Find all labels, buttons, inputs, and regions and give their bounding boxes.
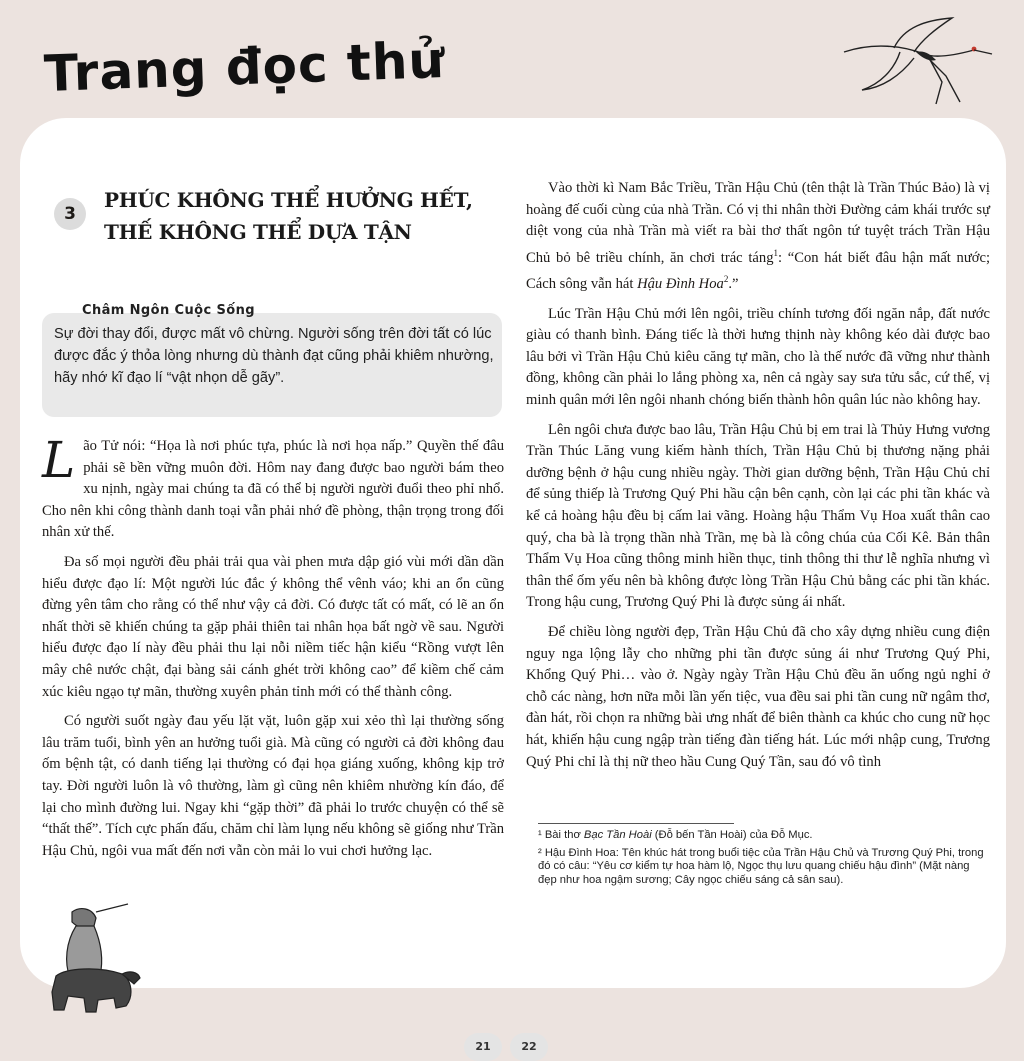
paragraph: Lão Tử nói: “Họa là nơi phúc tựa, phúc là nơi họa nấp.” Quyền thế đâu phải sẽ bền vững muôn đời. Hôm nay đang được bao người bám theo xu nịnh, ngày mai chúng ta đã có thể bị người người đuổi theo phỉ nhổ. Cho nên khi công thành danh toại vẫn phải nhớ đề phòng, thận trọng trong đối nhân xử thế. [42,431,504,541]
paragraph: Vào thời kì Nam Bắc Triều, Trần Hậu Chủ (tên thật là Trần Thúc Bảo) là vị hoàng đế cuối cùng của nhà Trần. Có vị thi nhân thời Đường cảm khái trước sự diệt vong của nhà Trần mà viết ra bài thơ thất ngôn tứ tuyệt trách Trần Hậu Chủ bỏ bê triều chính, ăn chơi trác táng$^1$: “Con hát biết đâu hận mất nước; Cách sông vẫn hát Hậu Đình Hoa$^2$.” [526,180,991,293]
chapter-title [104,184,484,248]
life-maxim-text: Sự đời thay đổi, được mất vô chừng. Người sống trên đời tất có lúc được đắc ý thỏa lòng nhưng dù thành đạt cũng phải khiêm nhường, hãy nhớ kĩ đạo lí “vật nhọn dễ gãy”. [54,326,494,386]
footnote-divider [538,823,734,824]
book-spread-card [20,118,1006,1053]
footnote-ref: 1 [773,247,778,258]
page-header-title: Trang đọc thử [43,31,446,103]
footnotes [538,829,990,891]
paragraph: Có người suốt ngày đau yếu lặt vặt, luôn gặp xui xẻo thì lại thường sống lâu trăm tuổi, bình yên an hưởng tuổi già. Mà cũng có người cả đời không đau ốm bệnh tật, có danh tiếng lại thường có đại họa giáng xuống, không kịp trở tay. Đời người luôn là vô thường, làm gì cũng nên khiêm nhường kín đáo, để lại cho mình đường lui. Ngay khi “gặp thời” đã phải lo trước chuyện có thể sẽ “thất thế”. Tích cực phấn đấu, chăm chỉ làm lụng nếu không sẽ giống như Trần Hậu Chủ, ngôi vua mất đến nơi vẫn còn mải lo vui chơi hưởng lạc. [42,713,504,859]
page-number-left: 21 [464,1033,502,1061]
right-body-text [526,178,990,781]
footnote-2: ² Hậu Đình Hoa: Tên khúc hát trong buổi tiệc của Trần Hậu Chủ và Trương Quý Phi, trong đó có câu: “Yêu cơ kiểm tự hoa hàm lộ, Ngọc thụ lưu quang chiếu hậu đình” (Mặt nàng đẹp như hoa ngậm sương; Cây ngọc chiếu sáng cả sân sau). [538,846,984,886]
footnote-1: ¹ Bài thơ Bạc Tần Hoài (Đỗ bến Tần Hoài) của Đỗ Mục. [538,829,813,841]
paragraph: Lúc Trần Hậu Chủ mới lên ngôi, triều chính tương đối ngăn nắp, đất nước giàu có thanh bình. Đáng tiếc là thời hưng thịnh này không kéo dài được bao lâu bởi vì Trần Hậu Chủ kiêu căng tự mãn, cho là thế nước đã vững như thành đồng, không cần phải lo lắng phòng xa, nên cả ngày say sưa tửu sắc, cứ thế, vị minh quân mới lên ngôi nhanh chóng biến thành hôn quân lúc nào không hay. [526,305,990,409]
footnote-ref: 2 [723,274,729,285]
chapter-heading [54,184,494,254]
paragraph: Đa số mọi người đều phải trải qua vài phen mưa dập gió vùi mới dần dần hiểu được đạo lí: Một người lúc đắc ý không thể vênh váo; khi an ổn cũng đừng yên tâm cho rằng có thể như vậy cả đời. Có được tất có mất, có lẽ an ổn nhất thời sẽ khiến chúng ta gặp phải thiên tai nhân họa bất ngờ về sau. Người hiểu được đạo lí này đều phải thu lại nỗi niềm tiếc hận kiểu “Rồng vượt lên mây chê nước chật, đại bàng sải cánh ghét trời không cao” để kiềm chế cảm xúc kiêu ngạo tự mãn, thường xuyên phản tỉnh mới có thể thành công. [42,553,504,700]
chapter-number-badge: 3 [54,198,86,230]
chapter-title-line1: PHÚC KHÔNG THỂ HƯỞNG HẾT, [104,188,473,212]
drop-cap-letter: L [42,431,76,489]
life-maxim-label: Châm Ngôn Cuộc Sống [82,303,255,318]
life-maxim-box [42,303,502,417]
crane-icon [834,12,994,107]
page-number-right: 22 [510,1033,548,1061]
traveler-on-ox-icon [36,892,146,1020]
paragraph: Để chiều lòng người đẹp, Trần Hậu Chủ đã cho xây dựng nhiều cung điện nguy nga lộng lẫy cho những phi tần được sủng ái như Trương Quý Phi, Khổng Quý Phi… vào ở. Ngày ngày Trần Hậu Chủ đều ăn uống ngủ nghỉ ở chỗ các nàng, hơn nữa mỗi lần yến tiệc, vua đều sai phi tần cung nữ ngâm thơ, đàn hát, rồi chọn ra những bài ưng nhất để biên thành ca khúc cho cung nữ học hát, khiến hậu cung ngập tràn tiếng đàn tiếng hát. Lúc mới nhập cung, Trương Quý Phi chỉ là thị nữ theo hầu Cung Quý Tần, sau đó vô tình [526,624,990,770]
chapter-title-line2: THẾ KHÔNG THỂ DỰA TẬN [104,220,412,244]
left-body-text [42,431,504,870]
paragraph: Lên ngôi chưa được bao lâu, Trần Hậu Chủ bị em trai là Thủy Hưng vương Trần Thúc Lăng vung kiếm hành thích, Trần Hậu Chủ bị thương nặng phải dưỡng bệnh ở hậu cung nhiều ngày. Thời gian dưỡng bệnh, Trần Hậu Chủ chỉ để sủng thiếp là Trương Quý Phi hầu cận bên cạnh, còn lại các phi tần khác và kể cả hoàng hậu đều bị cấm lai vãng. Hoàng hậu Thẩm Vụ Hoa xuất thân cao quý, cha bà là trọng thần nhà Trần, mẹ bà là công chúa của Cối Kê. Bản thân Thẩm Vụ Hoa cũng thông minh hiền thục, tinh thông thi thư lễ nghĩa nhưng vì thân thể ốm yếu nên bà không được lòng Trần Hậu Chủ bằng các phi tần khác. Trong hậu cung, Trương Quý Phi là được sủng ái nhất. [526,421,990,611]
